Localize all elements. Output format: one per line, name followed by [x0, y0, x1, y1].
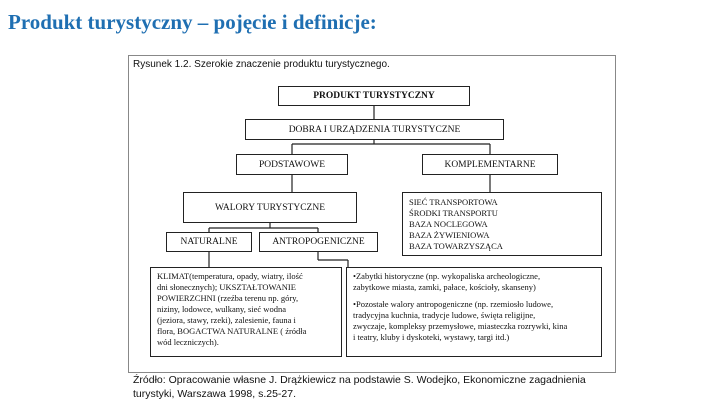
list-item: ŚRODKI TRANSPORTU: [409, 208, 498, 218]
slide-title: Produkt turystyczny – pojęcie i definicje:: [8, 10, 377, 34]
source-line: turystyki, Warszawa 1998, s.25-27.: [133, 388, 297, 400]
node-produkt-turystyczny: PRODUKT TURYSTYCZNY: [278, 86, 470, 106]
figure-source: [133, 373, 586, 401]
text-line: i teatry, kluby i dyskoteki, wystawy, targi itd.): [353, 332, 510, 342]
node-podstawowe: PODSTAWOWE: [236, 154, 348, 175]
text-line: wód leczniczych).: [157, 337, 219, 347]
node-antropogeniczne: ANTROPOGENICZNE: [259, 232, 378, 252]
text-line: •Zabytki historyczne (np. wykopaliska archeologiczne,: [353, 271, 541, 281]
node-dobra-i-urzadzenia: DOBRA I URZĄDZENIA TURYSTYCZNE: [245, 119, 504, 140]
node-komplementarne: KOMPLEMENTARNE: [422, 154, 558, 175]
text-line: dni słonecznych); UKSZTAŁTOWANIE: [157, 282, 296, 292]
node-komplementarne-items: [402, 192, 602, 256]
text-line: flora, BOGACTWA NATURALNE ( źródła: [157, 326, 307, 336]
node-naturalne: NATURALNE: [166, 232, 252, 252]
text-line: tradycyjna kuchnia, tradycje ludowe, święta religijne,: [353, 310, 536, 320]
text-line: •Pozostałe walory antropogeniczne (np. rzemiosło ludowe,: [353, 299, 554, 309]
node-antropogeniczne-details: [346, 267, 602, 357]
text-line: (jeziora, stawy, rzeki), zalesienie, fauna i: [157, 315, 296, 325]
list-item: BAZA TOWARZYSZĄCA: [409, 241, 503, 251]
node-walory-turystyczne: WALORY TURYSTYCZNE: [183, 192, 357, 223]
list-item: BAZA ŻYWIENIOWA: [409, 230, 490, 240]
text-line: KLIMAT(temperatura, opady, wiatry, ilość: [157, 271, 303, 281]
text-line: zwyczaje, kompleksy przemysłowe, miasteczka rozrywki, kina: [353, 321, 568, 331]
list-item: SIEĆ TRANSPORTOWA: [409, 197, 498, 207]
source-line: Źródło: Opracowanie własne J. Drążkiewicz na podstawie S. Wodejko, Ekonomiczne zagadnienia: [133, 374, 586, 386]
node-naturalne-details: [150, 267, 342, 357]
figure-caption: Rysunek 1.2. Szerokie znaczenie produktu turystycznego.: [133, 59, 390, 70]
list-item: BAZA NOCLEGOWA: [409, 219, 488, 229]
text-line: zabytkowe miasta, zamki, pałace, kościoły, skanseny): [353, 282, 536, 292]
text-line: niziny, lodowce, wulkany, sieć wodna: [157, 304, 286, 314]
text-line: POWIERZCHNI (rzeźba terenu np. góry,: [157, 293, 299, 303]
